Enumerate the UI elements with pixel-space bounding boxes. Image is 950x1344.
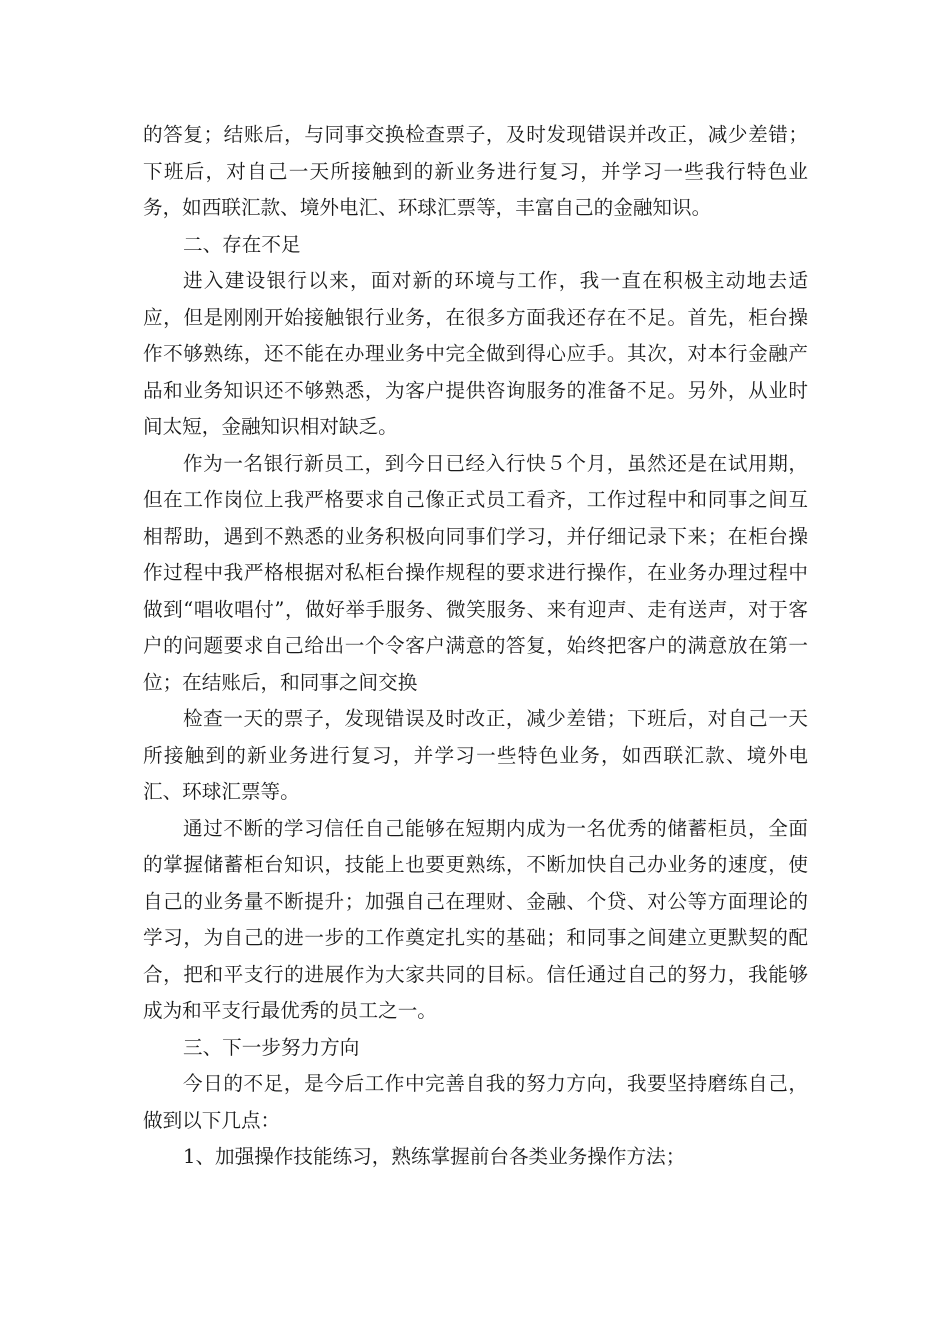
paragraph-learning: 通过不断的学习信任自己能够在短期内成为一名优秀的储蓄柜员，全面的掌握储蓄柜台知识，技能上也要更熟练，不断加快自己办业务的速度，使自己的业务量不断提升；加强自己在理财、金融、个贷、对公等方面理论的学习，为自己的进一步的工作奠定扎实的基础；和同事之间建立更默契的配合，把和平支行的进展作为大家共同的目标。信任通过自己的努力，我能够成为和平支行最优秀的员工之一。	[143, 816, 808, 1022]
document-body	[143, 117, 808, 1176]
paragraph-shortcomings: 进入建设银行以来，面对新的环境与工作，我一直在积极主动地去适应，但是刚刚开始接触银行业务，在很多方面我还存在不足。首先，柜台操作不够熟练，还不能在办理业务中完全做到得心应手。其次，对本行金融产品和业务知识还不够熟悉，为客户提供咨询服务的准备不足。另外，从业时间太短，金融知识相对缺乏。	[143, 269, 808, 438]
section-heading-shortcomings: 二、存在不足	[183, 232, 301, 256]
section-heading-next-steps: 三、下一步努力方向	[183, 1035, 360, 1059]
paragraph-next-steps-intro: 今日的不足，是今后工作中完善自我的努力方向，我要坚持磨练自己，做到以下几点：	[143, 1072, 808, 1132]
list-item-1: 1、加强操作技能练习，熟练掌握前台各类业务操作方法；	[183, 1145, 686, 1168]
paragraph-continuation: 的答复；结账后，与同事交换检查票子，及时发现错误并改正，减少差错；下班后，对自己一天所接触到的新业务进行复习，并学习一些我行特色业务，如西联汇款、境外电汇、环球汇票等，丰富自己的金融知识。	[143, 123, 808, 219]
paragraph-check-tickets: 检查一天的票子，发现错误及时改正，减少差错；下班后，对自己一天所接触到的新业务进行复习，并学习一些特色业务，如西联汇款、境外电汇、环球汇票等。	[143, 707, 808, 803]
paragraph-new-employee: 作为一名银行新员工，到今日已经入行快５个月，虽然还是在试用期，但在工作岗位上我严格要求自己像正式员工看齐，工作过程中和同事之间互相帮助，遇到不熟悉的业务积极向同事们学习，并仔细记录下来；在柜台操作过程中我严格根据对私柜台操作规程的要求进行操作，在业务办理过程中做到“唱收唱付”，做好举手服务、微笑服务、来有迎声、走有送声，对于客户的问题要求自己给出一个令客户满意的答复，始终把客户的满意放在第一位；在结账后，和同事之间交换	[143, 451, 808, 694]
